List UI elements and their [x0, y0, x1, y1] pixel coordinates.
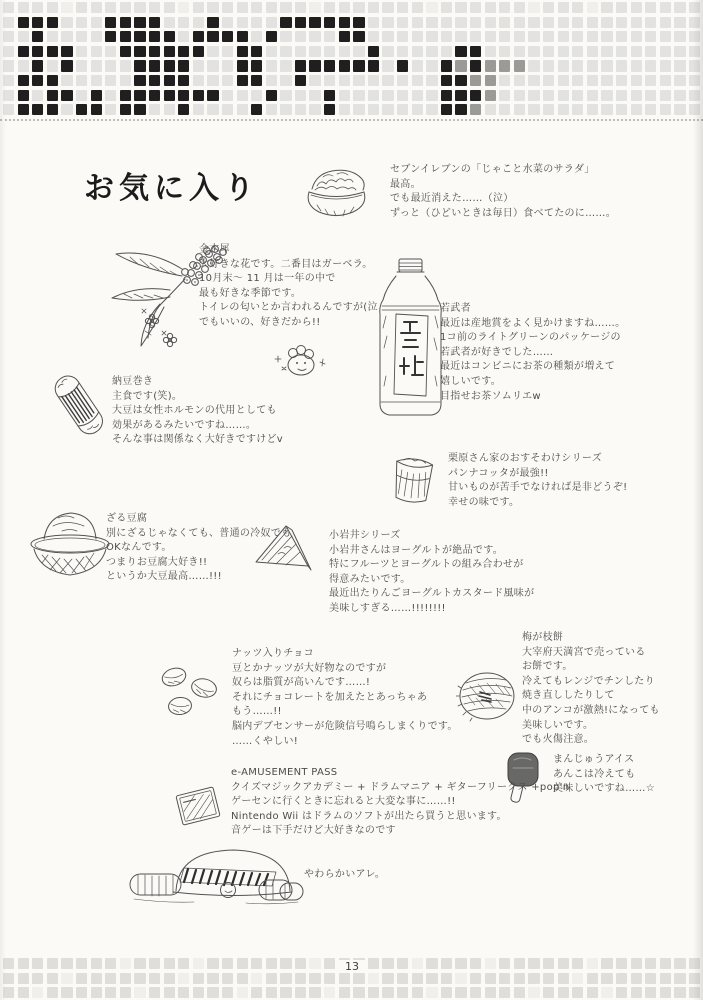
entry-yawarakai-are-text: やわらかいアレ。	[304, 869, 386, 880]
soft-tank-illustration	[126, 843, 304, 911]
entry-manju-ice-text: まんじゅうアイス あんこは冷えても 美味しいですね……☆	[553, 754, 655, 795]
yogurt-wedge-illustration	[248, 520, 314, 580]
entry-zaru-tofu-text: ざる豆腐 別にざるじゃなくても、普通の冷奴でも OKなんです。 つまりお豆腐大好き!! というか大豆最高……!!!	[106, 513, 292, 583]
entry-wakamusha-text: 若武者 最近は産地賞をよく見かけますね……。 1コ前のライトグリーンのパッケージの 若武者が好きでした…… 最近はコンビニにお茶の種類が増えて 嬉しいです。 目指せお茶ソムリエw	[440, 303, 626, 402]
page-title: お気に入り	[84, 171, 259, 206]
entry-pannacotta-text: 栗原さん家のおすそわけシリーズ パンナコッタが最強!! 甘いものが苦手でなければ是非どうぞ! 幸せの味です。	[448, 453, 628, 508]
page-number: 13	[338, 960, 366, 973]
entry-natto-maki-text: 納豆巻き 主食です(笑)。 大豆は女性ホルモンの代用としても 効果があるみたいですね……。 そんな事は関係なく大好きですけどv	[112, 376, 284, 446]
entry-kinmokusei-text: 金木犀 大好きな花です。二番目はガーベラ。 10月末～ 11 月は一年の中で 最も好きな季節です。 トイレの匂いとか言われるんですが(泣 でもいいの、好きだから!!	[199, 244, 378, 328]
arcade-card-illustration	[170, 778, 227, 835]
scan-edge-shadow-right	[693, 0, 703, 1000]
entry-e-amusement-pass-text: e-AMUSEMENT PASS クイズマジックアカデミー + ドラムマニア + ギターフリークス +pop'n ゲーセンに行くときに忘れると大変な事に……!! Nintendo Wii はドラムのソフトが出たら買うと思います。 音ゲーは下手だけど大好きなのです	[231, 767, 570, 837]
entry-nuts-choco-text: ナッツ入りチョコ 豆とかナッツが大好物なのですが 奴らは脂質が高いんです……! それにチョコレートを加えたとあっちゃあ もう……!! 脳内デブセンサーが危険信号鳴らしまくりです。 ……くやしい!	[232, 648, 458, 747]
scan-edge-shadow-left	[0, 0, 6, 1000]
nuts-illustration	[156, 660, 228, 722]
dotted-separator	[0, 119, 703, 121]
pannacotta-cup-illustration	[386, 447, 440, 511]
salad-bowl-illustration	[301, 165, 373, 220]
zaru-tofu-bowl-illustration	[26, 503, 114, 585]
entry-seven-eleven-salad-text: セブンイレブンの「じゃこと水菜のサラダ」 最高。 でも最近消えた……（泣） ずっと（ひどいときは毎日）食べてたのに……。	[390, 164, 616, 219]
mochi-illustration	[456, 666, 520, 726]
header-pixel-mosaic	[3, 2, 700, 115]
entry-koiwai-text: 小岩井シリーズ 小岩井さんはヨーグルトが絶品です。 特にフルーツとヨーグルトの組み合わせが 得意みたいです。 最近出たりんごヨーグルトカスタード風味が 美味しすぎる……!!!!!!!!	[329, 530, 535, 614]
entry-umegae-mochi-text: 梅が枝餅 大宰府天満宮で売っている お餅です。 冷えてもレンジでチンしたり 焼き直ししたりして 中のアンコが激熱!になっても 美味しいです。 でも火傷注意。	[522, 632, 660, 746]
natto-roll-illustration	[50, 370, 108, 442]
